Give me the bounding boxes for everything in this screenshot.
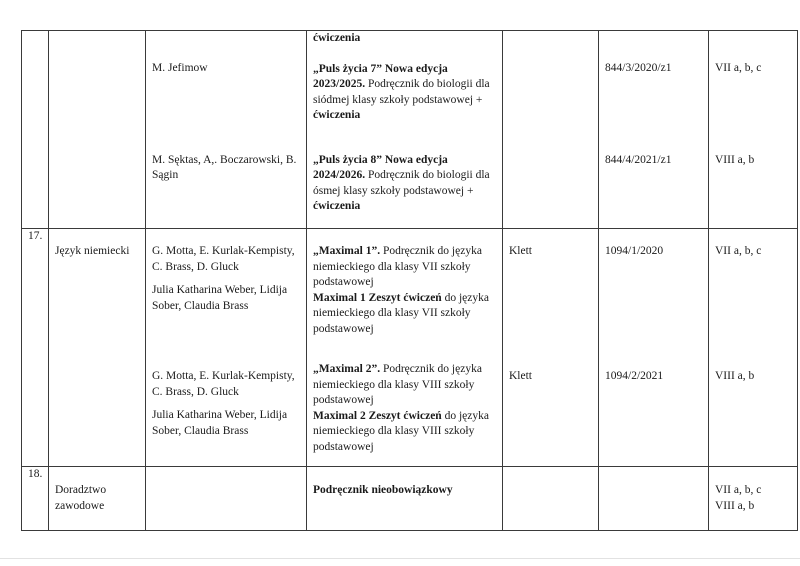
classes-text: VIII a, b — [715, 499, 755, 512]
approval-number-cell — [599, 467, 709, 531]
page-edge-line — [0, 558, 800, 559]
classes-text: VIII a, b — [715, 369, 755, 382]
title-bold: „Puls życia 7” Nowa edycja 2023/2025. — [313, 62, 448, 90]
title-normal: Podręcznik do języka niemieckiego dla klasy VIII szkoły podstawowej — [313, 363, 482, 406]
row-number-cell — [22, 467, 49, 531]
approval-number: 844/4/2021/z1 — [605, 153, 672, 166]
table-row — [22, 31, 798, 229]
subject-name: Doradztwo zawodowe — [55, 484, 107, 512]
title-normal: do języka niemieckiego dla klasy VIII szkoły podstawowej — [313, 409, 489, 453]
authors-cell — [146, 229, 307, 467]
subject-cell — [49, 467, 146, 531]
title-text — [313, 362, 496, 455]
carry-over-text: ćwiczenia — [313, 32, 361, 44]
subject-cell — [49, 31, 146, 229]
title-cell — [307, 467, 503, 531]
textbook-table — [21, 30, 798, 531]
author-text: G. Motta, E. Kurlak-Kempisty, C. Brass, D. Gluck — [152, 370, 295, 398]
title-normal: do języka niemieckiego dla klasy VII szkoły podstawowej — [313, 291, 489, 335]
publisher-name: Klett — [509, 369, 532, 382]
classes-text: VIII a, b — [715, 153, 755, 166]
approval-number: 844/3/2020/z1 — [605, 62, 672, 74]
title-text — [313, 153, 496, 215]
title-bold: Maximal 2 Zeszyt ćwiczeń — [313, 409, 442, 422]
title-text — [313, 244, 496, 337]
approval-number: 1094/2/2021 — [605, 369, 664, 382]
row-number-cell — [22, 229, 49, 467]
publisher-cell — [503, 31, 599, 229]
title-bold: „Puls życia 8” Nowa edycja 2024/2026. — [313, 153, 448, 181]
row-number: 18. — [28, 468, 43, 480]
subject-cell — [49, 229, 146, 467]
title-normal: Podręcznik do biologii dla siódmej klasy szkoły podstawowej + — [313, 78, 490, 106]
title-cell — [307, 31, 503, 229]
title-bold: „Maximal 1”. — [313, 245, 381, 257]
author-text: M. Jefimow — [152, 62, 208, 74]
approval-number: 1094/1/2020 — [605, 245, 664, 257]
title-bold: Podręcznik nieobowiązkowy — [313, 484, 453, 496]
author-text: Julia Katharina Weber, Lidija Sober, Claudia Brass — [152, 409, 288, 437]
title-text — [313, 62, 496, 124]
classes-cell — [709, 467, 798, 531]
classes-cell — [709, 31, 798, 229]
author-text: M. Sęktas, A,. Boczarowski, B. Sągin — [152, 153, 297, 181]
classes-cell — [709, 229, 798, 467]
publisher-name: Klett — [509, 245, 532, 257]
authors-cell — [146, 467, 307, 531]
classes-text: VII a, b, c — [715, 484, 762, 496]
author-text: G. Motta, E. Kurlak-Kempisty, C. Brass, D. Gluck — [152, 245, 295, 273]
title-normal: Podręcznik do biologii dla ósmej klasy szkoły podstawowej + — [313, 169, 490, 197]
subject-name: Język niemiecki — [55, 245, 130, 257]
classes-text: VII a, b, c — [715, 62, 762, 74]
approval-number-cell — [599, 31, 709, 229]
author-text: Julia Katharina Weber, Lidija Sober, Claudia Brass — [152, 284, 288, 312]
publisher-cell — [503, 467, 599, 531]
title-bold: Maximal 1 Zeszyt ćwiczeń — [313, 291, 442, 304]
row-number: 17. — [28, 230, 43, 242]
title-normal: Podręcznik do języka niemieckiego dla klasy VII szkoły podstawowej — [313, 245, 482, 288]
title-bold: ćwiczenia — [313, 200, 361, 212]
title-bold: „Maximal 2”. — [313, 363, 381, 375]
table-row — [22, 467, 798, 531]
title-bold: ćwiczenia — [313, 109, 361, 121]
table-row — [22, 229, 798, 467]
authors-cell — [146, 31, 307, 229]
title-cell — [307, 229, 503, 467]
classes-text: VII a, b, c — [715, 245, 762, 257]
approval-number-cell — [599, 229, 709, 467]
row-number-cell — [22, 31, 49, 229]
publisher-cell — [503, 229, 599, 467]
